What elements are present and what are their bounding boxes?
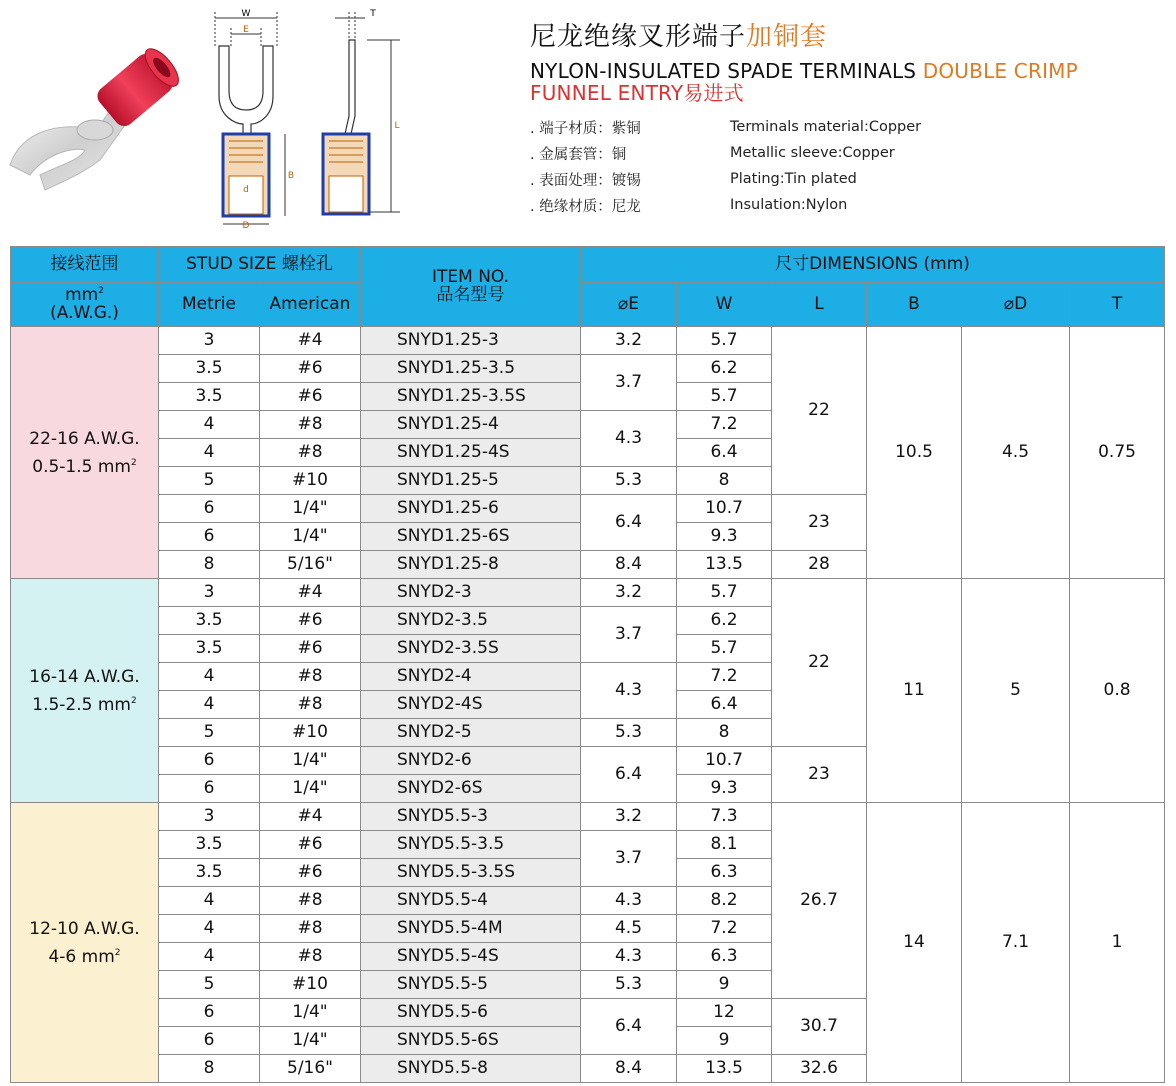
e-cell: 6.4	[581, 999, 677, 1055]
w-cell: 12	[677, 999, 772, 1027]
e-cell: 5.3	[581, 467, 677, 495]
w-cell: 9	[677, 971, 772, 999]
metric-cell: 8	[159, 551, 260, 579]
w-cell: 5.7	[677, 635, 772, 663]
american-cell: #4	[260, 327, 361, 355]
material-specs	[530, 114, 1170, 218]
header-item-en: ITEM NO.	[431, 266, 510, 287]
d-cell: 7.1	[962, 803, 1070, 1083]
e-cell: 8.4	[581, 551, 677, 579]
w-cell: 5.7	[677, 579, 772, 607]
header-b: B	[867, 283, 962, 327]
metric-cell: 3	[159, 579, 260, 607]
item-cell: SNYD5.5-3.5S	[361, 859, 581, 887]
american-cell: #8	[260, 439, 361, 467]
table-row	[11, 327, 1165, 355]
american-cell: 1/4"	[260, 523, 361, 551]
item-cell: SNYD1.25-5	[361, 467, 581, 495]
header-range-sup: 2	[98, 285, 104, 296]
front-view-drawing	[205, 6, 300, 231]
w-cell: 6.4	[677, 439, 772, 467]
item-cell: SNYD5.5-5	[361, 971, 581, 999]
header-range-mm: mm	[65, 284, 99, 305]
metric-cell: 3.5	[159, 635, 260, 663]
american-cell: #6	[260, 607, 361, 635]
w-cell: 7.2	[677, 411, 772, 439]
spec-row	[530, 192, 1170, 218]
dim-b-label: B	[287, 171, 295, 181]
header-t: T	[1070, 283, 1165, 327]
t-cell: 1	[1070, 803, 1165, 1083]
american-cell: #8	[260, 691, 361, 719]
e-cell: 6.4	[581, 747, 677, 803]
spec-cn: . 绝缘材质：尼龙	[530, 198, 641, 215]
item-cell: SNYD5.5-6S	[361, 1027, 581, 1055]
metric-cell: 4	[159, 887, 260, 915]
range-awg: 22-16 A.W.G.	[29, 428, 140, 449]
metric-cell: 4	[159, 915, 260, 943]
product-photo	[0, 15, 192, 215]
american-cell: #6	[260, 635, 361, 663]
header-item-no	[361, 247, 581, 327]
w-cell: 6.3	[677, 859, 772, 887]
item-cell: SNYD1.25-4	[361, 411, 581, 439]
header-e: ⌀E	[581, 283, 677, 327]
item-cell: SNYD2-6	[361, 747, 581, 775]
spec-en: Plating:Tin plated	[730, 171, 857, 187]
title-english-main: NYLON-INSULATED SPADE TERMINALS	[530, 59, 923, 83]
w-cell: 9.3	[677, 775, 772, 803]
b-cell: 14	[867, 803, 962, 1083]
w-cell: 8	[677, 719, 772, 747]
american-cell: #8	[260, 915, 361, 943]
e-cell: 3.2	[581, 803, 677, 831]
dim-d-big-label: D	[242, 221, 250, 231]
item-cell: SNYD2-3.5S	[361, 635, 581, 663]
american-cell: #10	[260, 467, 361, 495]
header-range-unit	[11, 283, 159, 327]
e-cell: 4.3	[581, 411, 677, 467]
american-cell: 5/16"	[260, 551, 361, 579]
item-cell: SNYD1.25-6S	[361, 523, 581, 551]
dim-w-label: W	[241, 9, 251, 19]
title-english	[530, 60, 1170, 82]
metric-cell: 4	[159, 439, 260, 467]
american-cell: #8	[260, 887, 361, 915]
metric-cell: 6	[159, 495, 260, 523]
header-dimensions: 尺寸DIMENSIONS (mm)	[581, 247, 1165, 283]
american-cell: #10	[260, 971, 361, 999]
w-cell: 5.7	[677, 327, 772, 355]
american-cell: #6	[260, 355, 361, 383]
title-chinese-main: 尼龙绝缘叉形端子	[530, 22, 747, 52]
w-cell: 9.3	[677, 523, 772, 551]
item-cell: SNYD5.5-3	[361, 803, 581, 831]
metric-cell: 5	[159, 719, 260, 747]
item-cell: SNYD2-6S	[361, 775, 581, 803]
b-cell: 10.5	[867, 327, 962, 579]
header-range-cn: 接线范围	[11, 247, 159, 283]
metric-cell: 3.5	[159, 383, 260, 411]
range-mm-sup: 2	[114, 947, 121, 958]
metric-cell: 3	[159, 803, 260, 831]
l-cell: 28	[772, 551, 867, 579]
american-cell: #6	[260, 383, 361, 411]
e-cell: 3.7	[581, 355, 677, 411]
american-cell: 1/4"	[260, 495, 361, 523]
header-metric: Metrie	[159, 283, 260, 327]
w-cell: 5.7	[677, 383, 772, 411]
w-cell: 6.4	[677, 691, 772, 719]
l-cell: 23	[772, 495, 867, 551]
item-cell: SNYD1.25-4S	[361, 439, 581, 467]
american-cell: 1/4"	[260, 1027, 361, 1055]
range-cell	[11, 803, 159, 1083]
title-chinese-accent: 加铜套	[746, 22, 828, 52]
w-cell: 8.1	[677, 831, 772, 859]
american-cell: 5/16"	[260, 1055, 361, 1083]
l-cell: 32.6	[772, 1055, 867, 1083]
metric-cell: 6	[159, 523, 260, 551]
range-mm-sup: 2	[131, 457, 137, 468]
e-cell: 4.5	[581, 915, 677, 943]
e-cell: 8.4	[581, 1055, 677, 1083]
american-cell: #8	[260, 943, 361, 971]
metric-cell: 6	[159, 999, 260, 1027]
header-l: L	[772, 283, 867, 327]
spec-cn: . 表面处理：镀锡	[530, 172, 641, 189]
range-cell	[11, 327, 159, 579]
item-cell: SNYD1.25-3.5S	[361, 383, 581, 411]
spec-en: Metallic sleeve:Copper	[730, 145, 895, 161]
e-cell: 5.3	[581, 971, 677, 999]
metric-cell: 3.5	[159, 859, 260, 887]
item-cell: SNYD5.5-4S	[361, 943, 581, 971]
t-cell: 0.8	[1070, 579, 1165, 803]
w-cell: 8.2	[677, 887, 772, 915]
item-cell: SNYD1.25-6	[361, 495, 581, 523]
metric-cell: 5	[159, 467, 260, 495]
metric-cell: 3.5	[159, 607, 260, 635]
w-cell: 13.5	[677, 1055, 772, 1083]
item-cell: SNYD1.25-8	[361, 551, 581, 579]
american-cell: 1/4"	[260, 747, 361, 775]
e-cell: 3.7	[581, 831, 677, 887]
spec-row	[530, 166, 1170, 192]
table-body	[11, 327, 1165, 1083]
range-mm-value: 4-6 mm	[48, 946, 115, 967]
title-english-accent: DOUBLE CRIMP	[922, 59, 1078, 83]
item-cell: SNYD2-4S	[361, 691, 581, 719]
t-cell: 0.75	[1070, 327, 1165, 579]
range-mm-sup: 2	[131, 695, 137, 706]
spec-row	[530, 114, 1170, 140]
american-cell: #10	[260, 719, 361, 747]
w-cell: 7.2	[677, 915, 772, 943]
range-awg: 16-14 A.W.G.	[29, 666, 140, 687]
spec-en: Terminals material:Copper	[730, 119, 922, 135]
item-cell: SNYD2-4	[361, 663, 581, 691]
metric-cell: 5	[159, 971, 260, 999]
metric-cell: 6	[159, 1027, 260, 1055]
metric-cell: 4	[159, 943, 260, 971]
title-chinese	[530, 20, 1170, 54]
e-cell: 4.3	[581, 887, 677, 915]
range-mm-value: 0.5-1.5 mm	[32, 456, 131, 477]
header-american: American	[260, 283, 361, 327]
metric-cell: 3.5	[159, 355, 260, 383]
e-cell: 3.2	[581, 579, 677, 607]
dim-l-label: L	[394, 121, 400, 131]
w-cell: 7.2	[677, 663, 772, 691]
range-cell	[11, 579, 159, 803]
w-cell: 8	[677, 467, 772, 495]
metric-cell: 8	[159, 1055, 260, 1083]
e-cell: 6.4	[581, 495, 677, 551]
l-cell: 26.7	[772, 803, 867, 999]
range-mm	[11, 451, 158, 479]
american-cell: 1/4"	[260, 999, 361, 1027]
w-cell: 6.2	[677, 355, 772, 383]
range-mm	[11, 941, 158, 969]
item-cell: SNYD5.5-3.5	[361, 831, 581, 859]
range-mm	[11, 689, 158, 717]
l-cell: 30.7	[772, 999, 867, 1055]
table-row	[11, 579, 1165, 607]
item-cell: SNYD2-5	[361, 719, 581, 747]
spec-row	[530, 140, 1170, 166]
metric-cell: 4	[159, 663, 260, 691]
american-cell: #8	[260, 663, 361, 691]
dim-e-label: E	[243, 25, 249, 35]
dim-t-label: T	[370, 9, 376, 19]
item-cell: SNYD1.25-3.5	[361, 355, 581, 383]
american-cell: #4	[260, 579, 361, 607]
range-awg: 12-10 A.W.G.	[29, 918, 140, 939]
w-cell: 7.3	[677, 803, 772, 831]
item-cell: SNYD5.5-8	[361, 1055, 581, 1083]
l-cell: 22	[772, 579, 867, 747]
american-cell: #4	[260, 803, 361, 831]
d-cell: 5	[962, 579, 1070, 803]
e-cell: 4.3	[581, 663, 677, 719]
l-cell: 22	[772, 327, 867, 495]
spec-cn: . 金属套管：铜	[530, 146, 627, 163]
e-cell: 5.3	[581, 719, 677, 747]
metric-cell: 3	[159, 327, 260, 355]
header-w: W	[677, 283, 772, 327]
side-view-drawing	[305, 6, 405, 231]
table-row	[11, 803, 1165, 831]
product-header	[530, 20, 1170, 218]
american-cell: 1/4"	[260, 775, 361, 803]
american-cell: #6	[260, 859, 361, 887]
e-cell: 3.2	[581, 327, 677, 355]
w-cell: 13.5	[677, 551, 772, 579]
spec-en: Insulation:Nylon	[730, 197, 848, 213]
header-d: ⌀D	[962, 283, 1070, 327]
w-cell: 10.7	[677, 747, 772, 775]
l-cell: 23	[772, 747, 867, 803]
spec-table	[10, 246, 1165, 1083]
b-cell: 11	[867, 579, 962, 803]
range-mm-value: 1.5-2.5 mm	[32, 694, 131, 715]
item-cell: SNYD1.25-3	[361, 327, 581, 355]
d-cell: 4.5	[962, 327, 1070, 579]
item-cell: SNYD5.5-6	[361, 999, 581, 1027]
w-cell: 6.2	[677, 607, 772, 635]
w-cell: 9	[677, 1027, 772, 1055]
item-cell: SNYD2-3	[361, 579, 581, 607]
american-cell: #8	[260, 411, 361, 439]
item-cell: SNYD5.5-4M	[361, 915, 581, 943]
item-cell: SNYD5.5-4	[361, 887, 581, 915]
e-cell: 3.7	[581, 607, 677, 663]
dim-d-small-label: d	[243, 185, 249, 195]
metric-cell: 3.5	[159, 831, 260, 859]
metric-cell: 6	[159, 775, 260, 803]
e-cell: 4.3	[581, 943, 677, 971]
w-cell: 6.3	[677, 943, 772, 971]
metric-cell: 6	[159, 747, 260, 775]
w-cell: 10.7	[677, 495, 772, 523]
title-english-line2: FUNNEL ENTRY易进式	[530, 81, 744, 105]
header-item-cn: 品名型号	[436, 284, 505, 305]
metric-cell: 4	[159, 411, 260, 439]
item-cell: SNYD2-3.5	[361, 607, 581, 635]
header-stud-size: STUD SIZE 螺栓孔	[159, 247, 361, 283]
header-range-awg: (A.W.G.)	[50, 302, 119, 323]
american-cell: #6	[260, 831, 361, 859]
metric-cell: 4	[159, 691, 260, 719]
spec-cn: . 端子材质：紫铜	[530, 120, 641, 137]
